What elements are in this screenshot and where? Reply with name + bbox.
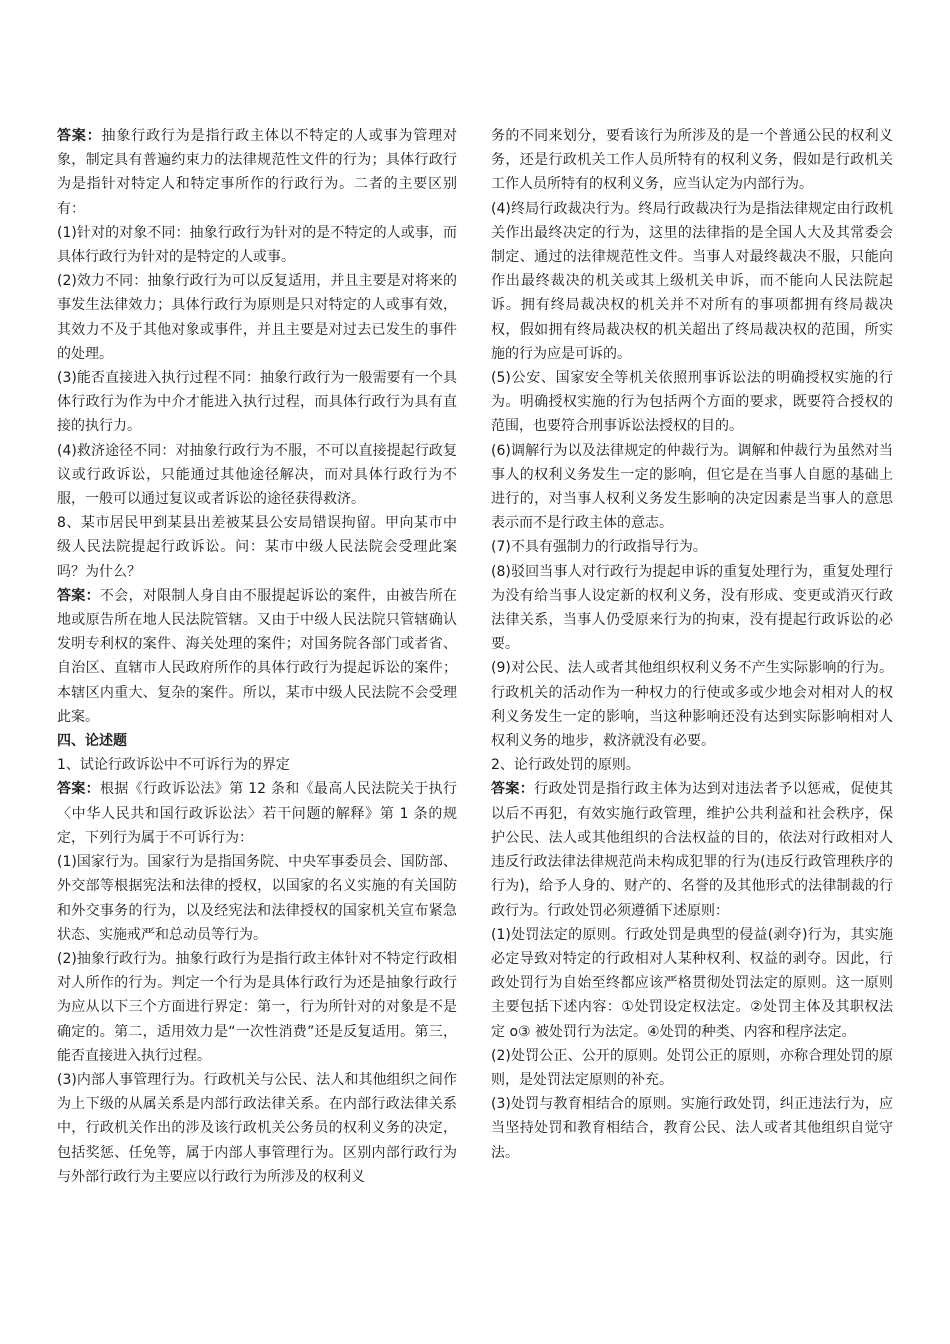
paragraph-text: 根据《行政诉讼法》第 12 条和《最高人民法院关于执行〈中华人民共和国行政诉讼法〉若干问题的解释》第 1 条的规定，下列行为属于不可诉行为： xyxy=(57,781,457,846)
left-column xyxy=(57,124,457,1189)
paragraph: (2)效力不同：抽象行政行为可以反复适用，并且主要是对将来的事发生法律效力；具体行政行为原则是只对特定的人或事有效，其效力不及于其他对象或事件，并且主要是对过去已发生的事件的处理。 xyxy=(57,273,457,362)
paragraph: (9)对公民、法人或者其他组织权利义务不产生实际影响的行为。行政机关的活动作为一种权力的行使或多或少地会对相对人的权利义务发生一定的影响，当这种影响还没有达到实际影响相对人权利义务的地步，救济就没有必要。 xyxy=(491,660,893,750)
paragraph: (8)驳回当事人对行政行为提起申诉的重复处理行为，重复处理行为没有给当事人设定新的权利义务，没有形成、变更或消灭行政法律关系，当事人仍受原来行为的拘束，没有提起行政诉讼的必要。 xyxy=(491,563,893,653)
paragraph: 务的不同来划分，要看该行为所涉及的是一个普通公民的权利义务，还是行政机关工作人员所特有的权利义务，假如是行政机关工作人员所特有的权利义务，应当认定为内部行为。 xyxy=(491,128,893,193)
paragraph-text: 抽象行政行为是指行政主体以不特定的人或事为管理对象，制定具有普遍约束力的法律规范性文件的行为；具体行政行为是指针对特定人和特定事所作的行政行为。二者的主要区别有： xyxy=(57,128,458,217)
paragraph: (2)抽象行政行为。抽象行政行为是指行政主体针对不特定行政相对人所作的行为。判定一个行为是具体行政行为还是抽象行政行为应从以下三个方面进行界定：第一，行为所针对的对象是不是确定的。第二，适用效力是“一次性消费”还是反复适用。第三，能否直接进入执行过程。 xyxy=(57,950,457,1064)
paragraph: (4)终局行政裁决行为。终局行政裁决行为是指法律规定由行政机关作出最终决定的行为，这里的法律指的是全国人大及其常委会制定、通过的法律规范性文件。当事人对最终裁决不服，只能向作出最终裁决的机关或其上级机关申诉，而不能向人民法院起诉。拥有终局裁决权的机关并不对所有的事项都拥有终局裁决权，假如拥有终局裁决权的机关超出了终局裁决权的范围，所实施的行为应是可诉的。 xyxy=(491,200,893,362)
answer-label: 答案： xyxy=(57,781,101,798)
paragraph: (5)公安、国家安全等机关依照刑事诉讼法的明确授权实施的行为。明确授权实施的行为包括两个方面的要求，既要符合授权的范围，也要符合刑事诉讼法授权的目的。 xyxy=(491,370,893,435)
paragraph: (1)国家行为。国家行为是指国务院、中央军事委员会、国防部、外交部等根据宪法和法律的授权，以国家的名义实施的有关国防和外交事务的行为，以及经宪法和法律授权的国家机关宣布紧急状态、实施戒严和总动员等行为。 xyxy=(57,854,457,943)
question-paragraph: 8、某市居民甲到某县出差被某县公安局错误拘留。甲向某市中级人民法院提起行政诉讼。问：某市中级人民法院会受理此案吗？为什么？ xyxy=(57,515,457,580)
paragraph: (1)针对的对象不同：抽象行政行为针对的是不特定的人或事，而具体行政行为针对的是特定的人或事。 xyxy=(57,224,457,266)
paragraph: (6)调解行为以及法律规定的仲裁行为。调解和仲裁行为虽然对当事人的权利义务发生一定的影响，但它是在当事人自愿的基础上进行的，对当事人权利义务发生影响的决定因素是当事人的意思表示而不是行政主体的意志。 xyxy=(491,442,893,532)
question-paragraph: 2、论行政处罚的原则。 xyxy=(491,757,640,774)
answer-label: 答案： xyxy=(57,587,100,604)
answer-paragraph xyxy=(57,777,457,850)
paragraph: (1)处罚法定的原则。行政处罚是典型的侵益(剥夺)行为，其实施必定导致对特定的行政相对人某种权利、权益的剥夺。因此，行政处罚行为自始至终都应该严格贯彻处罚法定的原则。这一原则主要包括下述内容：①处罚设定权法定。②处罚主体及其职权法定 o③ 被处罚行为法定。④处罚的种类、内容和程序法定。 xyxy=(491,926,893,1040)
right-column xyxy=(491,124,893,1165)
section-heading: 四、论述题 xyxy=(57,733,127,750)
paragraph-text: 行政处罚是指行政主体为达到对违法者予以惩戒，促使其以后不再犯，有效实施行政管理，维护公共利益和社会秩序，保护公民、法人或其他组织的合法权益的目的，依法对行政相对人违反行政法律法律规范尚未构成犯罪的行为(违反行政管理秩序的行为)，给予人身的、财产的、名誉的及其他形式的法律制裁的行政行为。行政处罚必须遵循下述原则： xyxy=(491,781,894,919)
paragraph: (7)不具有强制力的行政指导行为。 xyxy=(491,539,707,556)
answer-paragraph xyxy=(57,584,457,729)
answer-paragraph xyxy=(57,124,457,221)
paragraph: (2)处罚公正、公开的原则。处罚公正的原则，亦称合理处罚的原则，是处罚法定原则的补充。 xyxy=(491,1047,893,1088)
answer-label: 答案： xyxy=(491,781,535,798)
paragraph: (4)救济途径不同：对抽象行政行为不服，不可以直接提起行政复议或行政诉讼，只能通过其他途径解决，而对具体行政行为不服，一般可以通过复议或者诉讼的途径获得救济。 xyxy=(57,442,457,508)
paragraph: (3)处罚与教育相结合的原则。实施行政处罚，纠正违法行为，应当坚持处罚和教育相结合，教育公民、法人或者其他组织自觉守法。 xyxy=(491,1096,893,1161)
paragraph: (3)能否直接进入执行过程不同：抽象行政行为一般需要有一个具体行政行为作为中介才能进入执行过程，而具体行政行为具有直接的执行力。 xyxy=(57,370,457,435)
paragraph: (3)内部人事管理行为。行政机关与公民、法人和其他组织之间作为上下级的从属关系是内部行政法律关系。在内部行政法律关系中，行政机关作出的涉及该行政机关公务员的权利义务的决定，包括奖惩、任免等，属于内部人事管理行为。区别内部行政行为与外部行政行为主要应以行政行为所涉及的权利义 xyxy=(57,1071,457,1185)
answer-paragraph xyxy=(491,777,893,922)
answer-label: 答案： xyxy=(57,128,102,144)
question-paragraph: 1、试论行政诉讼中不可诉行为的界定 xyxy=(57,757,290,774)
paragraph-text: 不会，对限制人身自由不服提起诉讼的案件，由被告所在地或原告所在地人民法院管辖。又由于中级人民法院只管辖确认发明专利权的案件、海关处理的案件；对国务院各部门或者省、自治区、直辖市人民政府所作的具体行政行为提起诉讼的案件；本辖区内重大、复杂的案件。所以，某市中级人民法院不会受理此案。 xyxy=(57,587,458,725)
